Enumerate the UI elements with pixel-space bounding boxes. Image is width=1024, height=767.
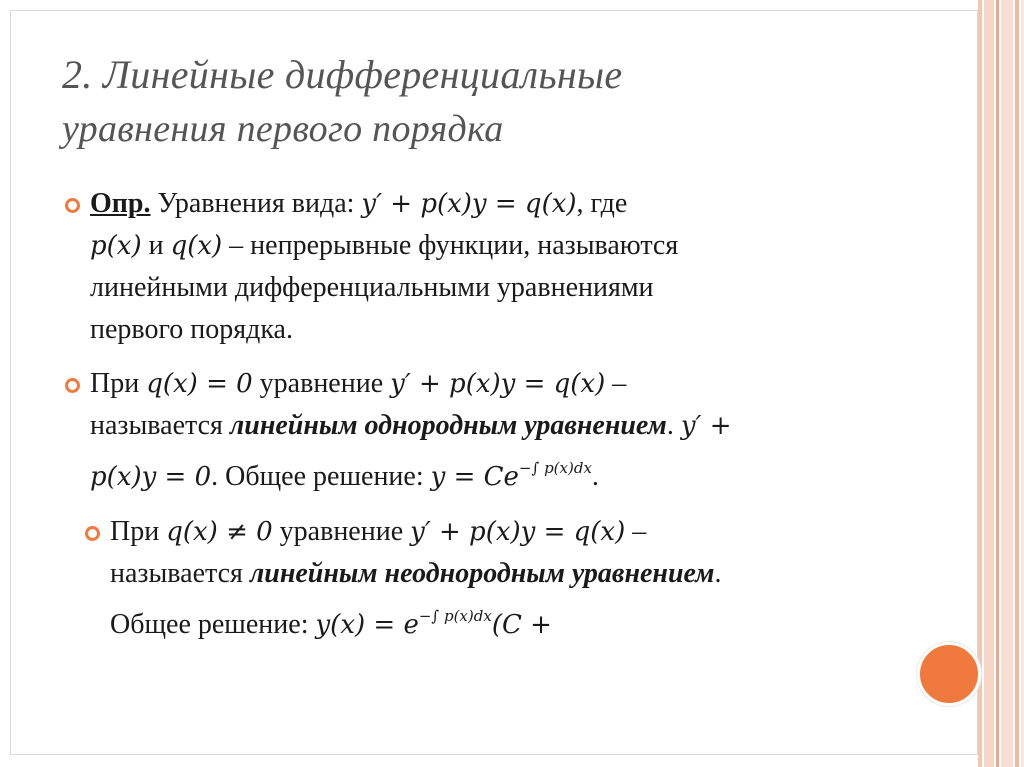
- text-span: первого порядка.: [90, 314, 293, 345]
- formula: y′ + p(x)y = q(x): [361, 189, 577, 219]
- text-span: .: [591, 461, 599, 492]
- slide-title: [62, 48, 922, 156]
- stripe: [978, 0, 982, 767]
- formula: y(x) = e: [315, 610, 419, 640]
- decorative-circle: [917, 642, 981, 706]
- text-span: –: [605, 368, 627, 399]
- stripe: [984, 0, 994, 767]
- text-span: , где: [576, 188, 628, 219]
- text-line: [90, 309, 910, 351]
- text-line: [90, 447, 910, 498]
- text-span: называется: [90, 410, 230, 441]
- text-line: [90, 405, 910, 447]
- text-line: [90, 267, 910, 309]
- decorative-stripes: [978, 0, 1024, 767]
- ring-bullet-icon: [85, 526, 100, 541]
- stripe: [996, 0, 999, 767]
- text-span: . Общее решение:: [211, 461, 431, 492]
- title-line-2: уравнения первого порядка: [62, 108, 504, 150]
- text-line: [110, 595, 910, 646]
- formula: p(x): [90, 231, 142, 261]
- text-line: [90, 225, 910, 267]
- formula: y′ +: [680, 411, 732, 441]
- title-line-1: 2. Линейные дифференциальные: [62, 52, 623, 97]
- text-span: и: [141, 230, 171, 261]
- formula: y = Ce: [430, 462, 519, 492]
- ring-bullet-icon: [65, 198, 80, 213]
- text-span: линейными дифференциальными уравнениями: [90, 272, 654, 303]
- formula: y′ + p(x)y = q(x): [410, 517, 626, 547]
- text-span: При: [110, 516, 167, 547]
- formula: p(x)y = 0: [90, 462, 212, 492]
- definition-label: Опр.: [90, 188, 151, 219]
- bullet-definition: [90, 183, 910, 351]
- text-span: уравнение: [272, 516, 411, 547]
- stripe: [1001, 0, 1013, 767]
- text-span: При: [90, 368, 147, 399]
- text-span: Общее решение:: [110, 609, 316, 640]
- text-line: [90, 363, 910, 405]
- stripe: [1015, 0, 1019, 767]
- text-span: – непрерывные функции, называются: [222, 230, 679, 261]
- formula: q(x) = 0: [146, 369, 253, 399]
- text-span: .: [666, 410, 681, 441]
- formula-exponent: −∫ p(x)dx: [518, 459, 592, 477]
- formula: q(x): [170, 231, 223, 261]
- formula-exponent: −∫ p(x)dx: [418, 607, 492, 625]
- bullet-homogeneous: [90, 363, 910, 498]
- text-span: –: [625, 516, 647, 547]
- formula: (C +: [491, 610, 552, 640]
- text-line: [90, 183, 910, 225]
- text-span: Уравнения вида:: [150, 188, 362, 219]
- formula: y′ + p(x)y = q(x): [390, 369, 606, 399]
- bullet-nonhomogeneous: [110, 511, 910, 646]
- formula: q(x) ≠ 0: [166, 517, 273, 547]
- ring-bullet-icon: [65, 378, 80, 393]
- text-span: уравнение: [252, 368, 391, 399]
- text-span: называется: [110, 558, 250, 589]
- text-span: .: [714, 558, 722, 589]
- text-line: [110, 553, 910, 595]
- emphasis-term: линейным неоднородным уравнением: [249, 558, 715, 589]
- emphasis-term: линейным однородным уравнением: [229, 410, 667, 441]
- text-line: [110, 511, 910, 553]
